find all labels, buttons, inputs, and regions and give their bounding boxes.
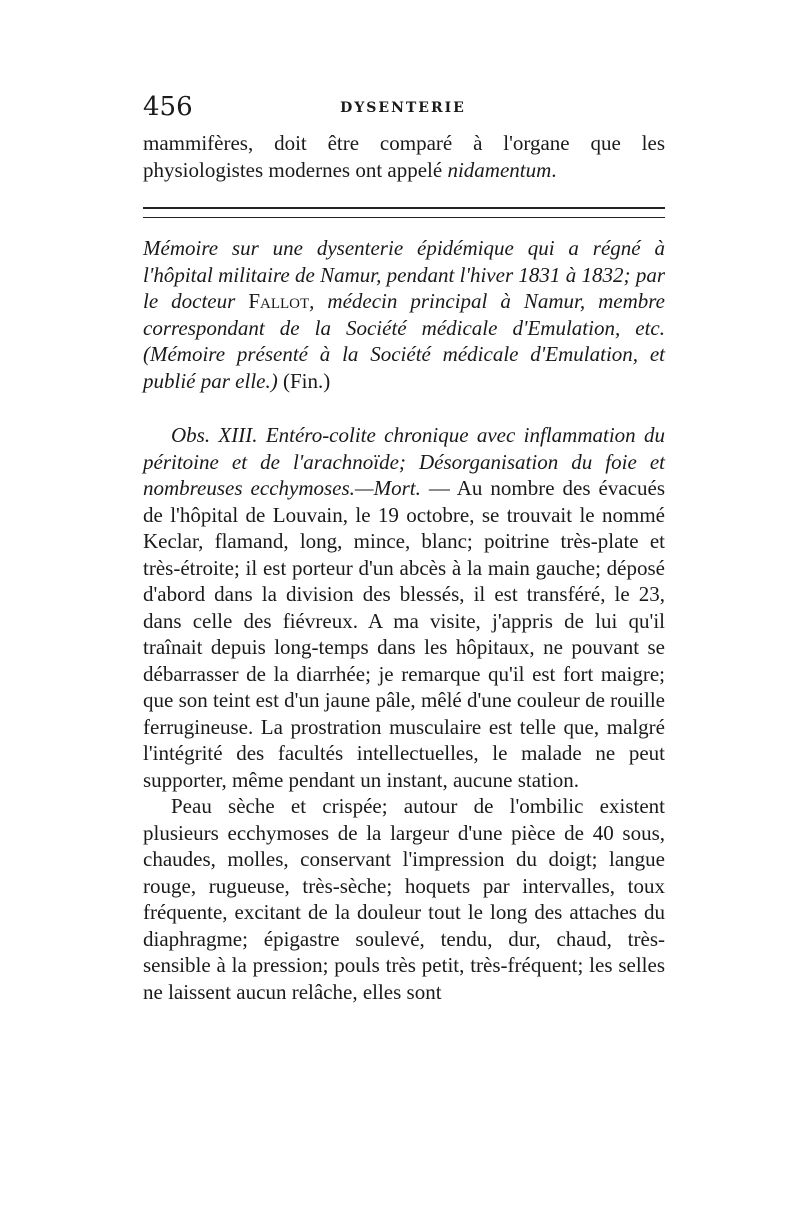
memoire-author: Fallot bbox=[248, 289, 310, 313]
observation-title: Entéro-colite chronique avec inflammation du péritoine et de l'arachnoïde; Désorganisation du foie et nombreuses ecchymoses.—Mort. bbox=[143, 423, 665, 500]
page-number: 456 bbox=[143, 92, 193, 122]
continuation-paragraph bbox=[143, 130, 665, 183]
memoire-title-part1: Mémoire sur une dysenterie épidémique qui a régné à l'hôpital militaire de Namur, pendant l'hiver 1831 à 1832; par le docteur bbox=[143, 236, 665, 313]
page-header bbox=[143, 92, 663, 126]
continuation-italic: nidamentum bbox=[447, 157, 552, 182]
observation-paragraph-2: Peau sèche et crispée; autour de l'ombilic existent plusieurs ecchymoses de la largeur d'une pièce de 40 sous, chaudes, molles, conservant l'impression du doigt; langue rouge, rugueuse, très-sèche; hoquets par intervalles, toux fréquente, excitant de la douleur tout le long des attaches du diaphragme; épigastre soulevé, tendu, dur, chaud, très-sensible à la pression; pouls très petit, très-fréquent; les selles ne laissent aucun relâche, elles sont bbox=[143, 794, 665, 1004]
memoire-heading bbox=[143, 235, 665, 394]
memoire-fin: (Fin.) bbox=[277, 368, 331, 393]
section-divider bbox=[143, 207, 665, 218]
running-head: DYSENTERIE bbox=[340, 100, 466, 116]
observation-label: Obs. XIII. bbox=[171, 423, 258, 447]
observation-body-1: — Au nombre des évacués de l'hôpital de Louvain, le 19 octobre, se trouvait le nommé Keclar, flamand, long, mince, blanc; poitrine très-plate et très-étroite; il est porteur d'un abcès à la main gauche; déposé d'abord dans la division des blessés, il est transféré, le 23, dans celle des fiévreux. A ma visite, j'appris de lui qu'il traînait depuis long-temps dans les hôpitaux, ne pouvant se débarrasser de la diarrhée; je remarque qu'il est fort maigre; que son teint est d'un jaune pâle, mêlé d'une couleur de rouille ferrugineuse. La prostration musculaire est telle que, malgré l'intégrité des facultés intellectuelles, le malade ne peut supporter, même pendant un instant, aucune station. bbox=[143, 476, 665, 792]
continuation-text: mammifères, doit être comparé à l'organe que les physiologistes modernes ont appelé bbox=[143, 131, 665, 182]
continuation-end: . bbox=[551, 157, 557, 182]
observation-paragraph-1 bbox=[143, 422, 665, 793]
observation-section bbox=[143, 422, 665, 1005]
memoire-title-part2: , médecin principal à Namur, membre correspondant de la Société médicale d'Emulation, etc. (Mémoire présenté à la Société médicale d'Emulation, et publié par elle.) bbox=[143, 289, 665, 393]
